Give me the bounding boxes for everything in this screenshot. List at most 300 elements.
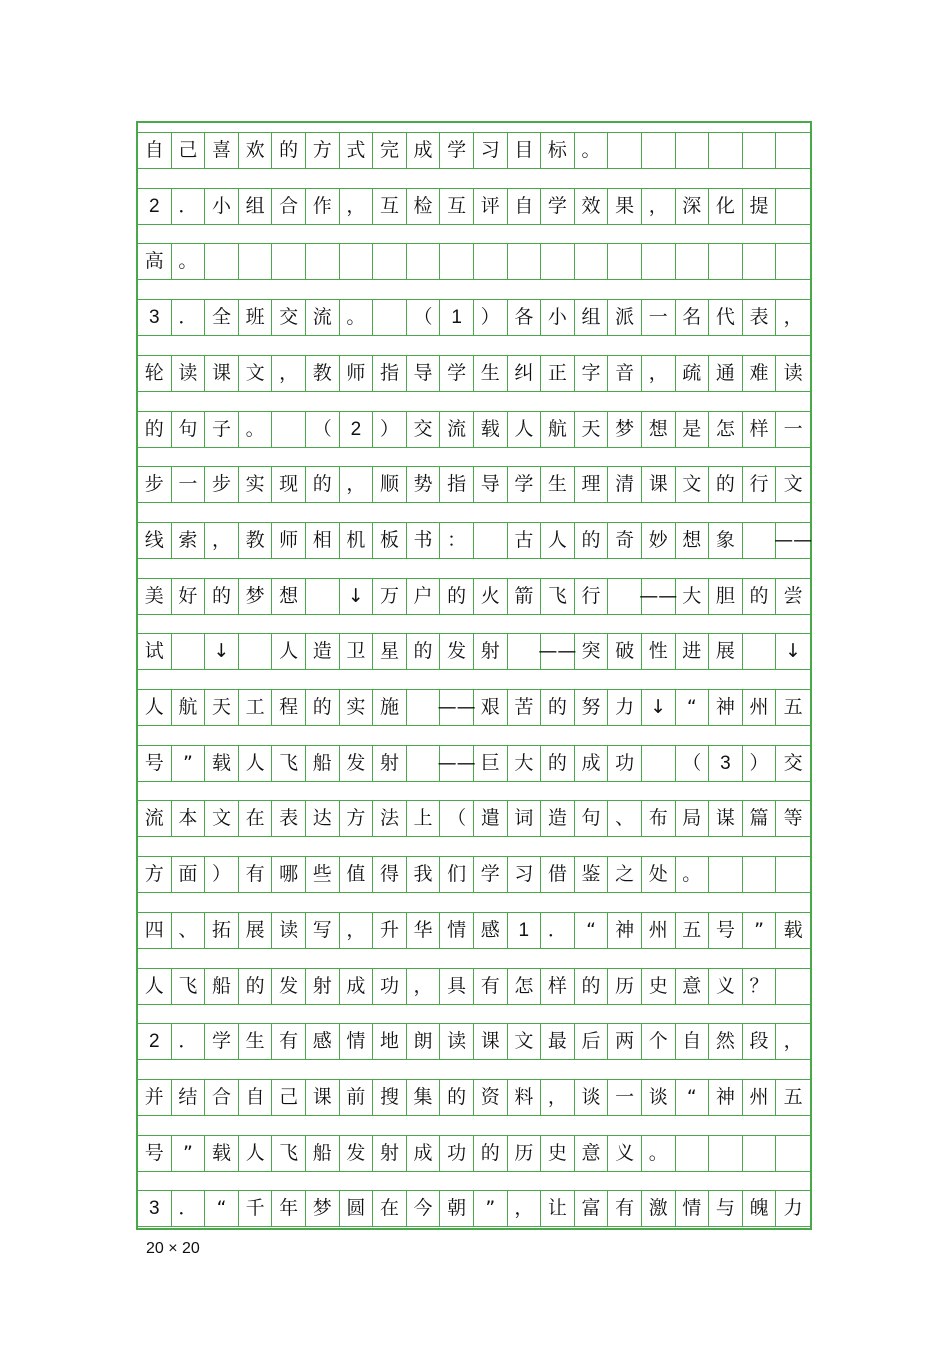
grid-cell: 标 bbox=[541, 133, 575, 168]
grid-cell: 五 bbox=[783, 1085, 803, 1108]
grid-cell: 船 bbox=[306, 746, 340, 781]
grid-cell: 篇 bbox=[743, 801, 777, 836]
grid-cell: 师 bbox=[272, 523, 306, 558]
grid-cell: 等 bbox=[783, 807, 803, 830]
grid-cell: 学 bbox=[440, 356, 474, 391]
grid-cell: 具 bbox=[440, 969, 474, 1004]
grid-cell bbox=[642, 133, 676, 168]
grid-cell: 我 bbox=[407, 857, 441, 892]
grid-cell: 有 bbox=[474, 969, 508, 1004]
grid-cell: 之 bbox=[608, 857, 642, 892]
grid-cell bbox=[642, 244, 676, 279]
grid-cell: 人 bbox=[541, 523, 575, 558]
grid-cell: 各 bbox=[508, 300, 542, 335]
grid-cell: 生 bbox=[541, 467, 575, 502]
grid-row bbox=[138, 1079, 810, 1116]
grid-cell: 、 bbox=[172, 913, 206, 948]
grid-row bbox=[138, 578, 810, 615]
grid-cell: 实 bbox=[239, 467, 273, 502]
grid-cell: 表 bbox=[272, 801, 306, 836]
grid-cell: 表 bbox=[743, 300, 777, 335]
grid-cell: 在 bbox=[373, 1191, 407, 1226]
grid-cell: 航 bbox=[172, 690, 206, 725]
grid-cell: 古 bbox=[508, 523, 542, 558]
grid-cell: 魄 bbox=[743, 1191, 777, 1226]
grid-cell: 教 bbox=[306, 356, 340, 391]
grid-cell: 效 bbox=[575, 189, 609, 224]
grid-cell: ， bbox=[642, 189, 676, 224]
grid-cell: 正 bbox=[541, 356, 575, 391]
grid-row bbox=[138, 243, 810, 280]
grid-cell bbox=[776, 969, 810, 1004]
grid-cell bbox=[373, 244, 407, 279]
grid-cell: 义 bbox=[709, 969, 743, 1004]
grid-cell: 面 bbox=[172, 857, 206, 892]
grid-cell: 有 bbox=[239, 857, 273, 892]
grid-cell: 互 bbox=[440, 189, 474, 224]
grid-cell: “ bbox=[676, 1080, 710, 1115]
grid-cell: 文 bbox=[783, 473, 803, 496]
grid-cell: 自 bbox=[138, 133, 172, 168]
grid-cell bbox=[676, 133, 710, 168]
grid-cell: 发 bbox=[440, 634, 474, 669]
grid-cell: 力 bbox=[783, 1197, 803, 1220]
grid-cell: 历 bbox=[608, 969, 642, 1004]
grid-cell: 星 bbox=[373, 634, 407, 669]
grid-cell bbox=[743, 133, 777, 168]
grid-cell bbox=[272, 412, 306, 447]
grid-cell: 句 bbox=[172, 412, 206, 447]
grid-cell: 段 bbox=[743, 1024, 777, 1059]
grid-cell: 鉴 bbox=[575, 857, 609, 892]
grid-cell: ． bbox=[172, 300, 206, 335]
grid-row bbox=[138, 633, 810, 670]
grid-cell: ， bbox=[205, 523, 239, 558]
grid-cell: ↓ bbox=[785, 640, 802, 663]
grid-cell: 派 bbox=[608, 300, 642, 335]
grid-cell: 行 bbox=[743, 467, 777, 502]
grid-cell: 成 bbox=[340, 969, 374, 1004]
grid-cell: 射 bbox=[474, 634, 508, 669]
grid-cell: 哪 bbox=[272, 857, 306, 892]
grid-cell: 飞 bbox=[172, 969, 206, 1004]
grid-cell: 与 bbox=[709, 1191, 743, 1226]
grid-cell: “ bbox=[205, 1191, 239, 1226]
grid-cell: 船 bbox=[205, 969, 239, 1004]
grid-cell: 。 bbox=[340, 300, 374, 335]
grid-cell: 方 bbox=[340, 801, 374, 836]
grid-cell: 巨 bbox=[474, 746, 508, 781]
grid-cell bbox=[709, 1136, 743, 1171]
grid-cell: 梦 bbox=[608, 412, 642, 447]
grid-cell: 遣 bbox=[474, 801, 508, 836]
grid-cell: 人 bbox=[239, 746, 273, 781]
grid-cell: 载 bbox=[205, 746, 239, 781]
grid-cell: 两 bbox=[608, 1024, 642, 1059]
grid-cell: 进 bbox=[676, 634, 710, 669]
grid-row bbox=[138, 1135, 810, 1172]
grid-cell: 书 bbox=[407, 523, 441, 558]
grid-cell: —— bbox=[440, 746, 474, 781]
grid-cell: 文 bbox=[676, 467, 710, 502]
grid-cell: 是 bbox=[676, 412, 710, 447]
grid-cell: ↓ bbox=[642, 690, 676, 725]
grid-cell: 句 bbox=[575, 801, 609, 836]
grid-cell: 1 bbox=[508, 913, 542, 948]
grid-cell: 教 bbox=[239, 523, 273, 558]
grid-cell: 人 bbox=[138, 690, 172, 725]
grid-cell: 交 bbox=[783, 751, 803, 774]
grid-cell: 州 bbox=[642, 913, 676, 948]
grid-cell: 们 bbox=[440, 857, 474, 892]
grid-cell: 3 bbox=[709, 746, 743, 781]
grid-cell: 号 bbox=[138, 1136, 172, 1171]
grid-cell: 好 bbox=[172, 579, 206, 614]
grid-cell bbox=[272, 244, 306, 279]
grid-cell: 火 bbox=[474, 579, 508, 614]
grid-cell: 的 bbox=[709, 467, 743, 502]
grid-cell: 后 bbox=[575, 1024, 609, 1059]
grid-cell: 2 bbox=[138, 189, 172, 224]
grid-cell: 尝 bbox=[783, 584, 803, 607]
grid-cell: 拓 bbox=[205, 913, 239, 948]
grid-cell bbox=[776, 857, 810, 892]
grid-cell: 史 bbox=[642, 969, 676, 1004]
grid-cell: 导 bbox=[407, 356, 441, 391]
grid-cell bbox=[776, 1136, 810, 1171]
grid-cell: 理 bbox=[575, 467, 609, 502]
grid-cell: 读 bbox=[272, 913, 306, 948]
grid-cell: 样 bbox=[743, 412, 777, 447]
grid-cell: 苦 bbox=[508, 690, 542, 725]
grid-cell: 神 bbox=[608, 913, 642, 948]
grid-cell: 己 bbox=[272, 1080, 306, 1115]
grid-cell bbox=[743, 1136, 777, 1171]
grid-cell: 结 bbox=[172, 1080, 206, 1115]
grid-cell: 最 bbox=[541, 1024, 575, 1059]
grid-cell: 一 bbox=[642, 300, 676, 335]
grid-cell: 师 bbox=[340, 356, 374, 391]
grid-cell: 的 bbox=[575, 523, 609, 558]
grid-cell: 意 bbox=[575, 1136, 609, 1171]
grid-cell: “ bbox=[575, 913, 609, 948]
grid-cell: 现 bbox=[272, 467, 306, 502]
grid-cell: 的 bbox=[407, 634, 441, 669]
grid-row bbox=[138, 856, 810, 893]
grid-cell: ． bbox=[172, 1024, 206, 1059]
grid-cell: 上 bbox=[407, 801, 441, 836]
grid-cell: 疏 bbox=[676, 356, 710, 391]
grid-cell: 一 bbox=[783, 417, 803, 440]
grid-cell: 胆 bbox=[709, 579, 743, 614]
grid-cell: 流 bbox=[440, 412, 474, 447]
grid-cell: 。 bbox=[676, 857, 710, 892]
grid-cell: 人 bbox=[138, 969, 172, 1004]
grid-cell: 布 bbox=[642, 801, 676, 836]
grid-cell: 的 bbox=[541, 690, 575, 725]
grid-cell: 射 bbox=[373, 1136, 407, 1171]
grid-cell: 组 bbox=[575, 300, 609, 335]
grid-cell: 努 bbox=[575, 690, 609, 725]
grid-cell: 造 bbox=[541, 801, 575, 836]
grid-cell: 并 bbox=[138, 1080, 172, 1115]
grid-cell: 华 bbox=[407, 913, 441, 948]
grid-cell: 飞 bbox=[272, 1136, 306, 1171]
grid-cell: 全 bbox=[205, 300, 239, 335]
grid-cell: 的 bbox=[474, 1136, 508, 1171]
grid-cell: 试 bbox=[138, 634, 172, 669]
grid-cell: 的 bbox=[541, 746, 575, 781]
grid-cell bbox=[239, 244, 273, 279]
grid-cell: 天 bbox=[205, 690, 239, 725]
grid-cell: 梦 bbox=[239, 579, 273, 614]
grid-cell: ， bbox=[541, 1080, 575, 1115]
grid-cell: 船 bbox=[306, 1136, 340, 1171]
grid-cell bbox=[676, 1136, 710, 1171]
grid-cell: 载 bbox=[205, 1136, 239, 1171]
grid-cell: 圆 bbox=[340, 1191, 374, 1226]
grid-cell: 成 bbox=[407, 1136, 441, 1171]
grid-cell: 义 bbox=[608, 1136, 642, 1171]
grid-cell: 施 bbox=[373, 690, 407, 725]
grid-cell: ” bbox=[474, 1191, 508, 1226]
grid-cell: 功 bbox=[608, 746, 642, 781]
grid-cell: 怎 bbox=[508, 969, 542, 1004]
grid-cell: 载 bbox=[783, 918, 803, 941]
grid-cell: （ bbox=[440, 801, 474, 836]
grid-cell bbox=[239, 634, 273, 669]
grid-cell: 流 bbox=[306, 300, 340, 335]
grid-cell: 相 bbox=[306, 523, 340, 558]
grid-cell: 文 bbox=[205, 801, 239, 836]
grid-cell: 大 bbox=[508, 746, 542, 781]
grid-cell: 想 bbox=[676, 523, 710, 558]
grid-cell: ， bbox=[272, 356, 306, 391]
grid-cell: 。 bbox=[575, 133, 609, 168]
grid-cell: 方 bbox=[138, 857, 172, 892]
grid-cell: 奇 bbox=[608, 523, 642, 558]
grid-cell: 生 bbox=[474, 356, 508, 391]
grid-cell: ↓ bbox=[205, 634, 239, 669]
grid-cell: 人 bbox=[508, 412, 542, 447]
grid-cell: 指 bbox=[440, 467, 474, 502]
grid-cell: 感 bbox=[306, 1024, 340, 1059]
grid-cell: 实 bbox=[340, 690, 374, 725]
grid-cell: 富 bbox=[575, 1191, 609, 1226]
grid-cell: 五 bbox=[783, 696, 803, 718]
grid-cell: 。 bbox=[239, 412, 273, 447]
grid-cell: 号 bbox=[709, 913, 743, 948]
grid-cell: 成 bbox=[407, 133, 441, 168]
grid-cell: 意 bbox=[676, 969, 710, 1004]
grid-row bbox=[138, 522, 813, 559]
grid-cell: （ bbox=[306, 412, 340, 447]
grid-cell bbox=[743, 857, 777, 892]
grid-cell: 的 bbox=[440, 579, 474, 614]
grid-cell: 班 bbox=[239, 300, 273, 335]
grid-cell: ， bbox=[407, 969, 441, 1004]
grid-cell: 读 bbox=[440, 1024, 474, 1059]
grid-cell: 提 bbox=[743, 189, 777, 224]
grid-cell: 万 bbox=[373, 579, 407, 614]
grid-row bbox=[138, 1190, 810, 1227]
grid-cell: 的 bbox=[306, 690, 340, 725]
grid-cell: ， bbox=[340, 189, 374, 224]
grid-cell: 3 bbox=[138, 300, 172, 335]
grid-cell: 搜 bbox=[373, 1080, 407, 1115]
grid-cell bbox=[306, 579, 340, 614]
grid-cell bbox=[776, 244, 810, 279]
grid-row bbox=[138, 745, 810, 782]
grid-cell bbox=[608, 244, 642, 279]
grid-cell: 自 bbox=[676, 1024, 710, 1059]
grid-cell: 。 bbox=[172, 244, 206, 279]
grid-cell: 怎 bbox=[709, 412, 743, 447]
grid-cell: 程 bbox=[272, 690, 306, 725]
grid-cell: 交 bbox=[407, 412, 441, 447]
grid-cell: 局 bbox=[676, 801, 710, 836]
grid-cell: 地 bbox=[373, 1024, 407, 1059]
grid-cell: 势 bbox=[407, 467, 441, 502]
grid-cell: 行 bbox=[575, 579, 609, 614]
grid-cell: —— bbox=[541, 634, 575, 669]
grid-cell: 情 bbox=[340, 1024, 374, 1059]
grid-cell: 1 bbox=[440, 300, 474, 335]
grid-cell: 索 bbox=[172, 523, 206, 558]
grid-cell: 的 bbox=[440, 1080, 474, 1115]
grid-cell bbox=[676, 244, 710, 279]
grid-cell: ， bbox=[508, 1191, 542, 1226]
grid-cell: 朝 bbox=[440, 1191, 474, 1226]
grid-cell: 深 bbox=[676, 189, 710, 224]
grid-cell: 板 bbox=[373, 523, 407, 558]
grid-cell: （ bbox=[407, 300, 441, 335]
grid-cell: 梦 bbox=[306, 1191, 340, 1226]
grid-cell bbox=[474, 523, 508, 558]
grid-cell: 五 bbox=[676, 913, 710, 948]
grid-cell: 想 bbox=[642, 412, 676, 447]
grid-cell: 象 bbox=[709, 523, 743, 558]
grid-cell: 的 bbox=[306, 467, 340, 502]
grid-cell bbox=[743, 523, 777, 558]
grid-cell: 高 bbox=[138, 244, 172, 279]
grid-cell: 一 bbox=[608, 1080, 642, 1115]
grid-cell bbox=[373, 300, 407, 335]
grid-cell: —— bbox=[774, 528, 813, 551]
grid-cell: 课 bbox=[205, 356, 239, 391]
grid-cell: 流 bbox=[138, 801, 172, 836]
grid-cell: 式 bbox=[340, 133, 374, 168]
grid-cell: ， bbox=[783, 306, 803, 329]
grid-cell: 2 bbox=[340, 412, 374, 447]
grid-cell: 户 bbox=[407, 579, 441, 614]
grid-cell: 己 bbox=[172, 133, 206, 168]
grid-cell: 小 bbox=[205, 189, 239, 224]
grid-cell: 顺 bbox=[373, 467, 407, 502]
grid-cell: 激 bbox=[642, 1191, 676, 1226]
grid-cell: 今 bbox=[407, 1191, 441, 1226]
grid-cell bbox=[508, 244, 542, 279]
grid-cell: 大 bbox=[676, 579, 710, 614]
grid-cell: 习 bbox=[474, 133, 508, 168]
grid-cell: 在 bbox=[239, 801, 273, 836]
grid-cell: 文 bbox=[508, 1024, 542, 1059]
grid-cell: 卫 bbox=[340, 634, 374, 669]
grid-cell: 谈 bbox=[575, 1080, 609, 1115]
grid-cell: 评 bbox=[474, 189, 508, 224]
grid-cell: “ bbox=[676, 690, 710, 725]
grid-cell bbox=[709, 857, 743, 892]
grid-cell: 史 bbox=[541, 1136, 575, 1171]
grid-cell: 一 bbox=[172, 467, 206, 502]
grid-cell: 学 bbox=[508, 467, 542, 502]
manuscript-grid-sheet bbox=[136, 121, 812, 1230]
grid-cell bbox=[642, 746, 676, 781]
grid-cell: 名 bbox=[676, 300, 710, 335]
grid-cell: 力 bbox=[608, 690, 642, 725]
grid-cell: ： bbox=[440, 523, 474, 558]
grid-cell: 欢 bbox=[239, 133, 273, 168]
grid-row bbox=[138, 912, 810, 949]
grid-cell: 值 bbox=[340, 857, 374, 892]
grid-cell: 升 bbox=[373, 913, 407, 948]
grid-cell: 年 bbox=[272, 1191, 306, 1226]
grid-cell: ） bbox=[743, 746, 777, 781]
grid-cell: 写 bbox=[306, 913, 340, 948]
grid-cell: 轮 bbox=[138, 356, 172, 391]
grid-cell: 自 bbox=[239, 1080, 273, 1115]
grid-cell bbox=[340, 244, 374, 279]
grid-cell: 号 bbox=[138, 746, 172, 781]
grid-cell: 集 bbox=[407, 1080, 441, 1115]
grid-row bbox=[138, 466, 810, 503]
grid-cell: —— bbox=[642, 579, 676, 614]
grid-cell: 检 bbox=[407, 189, 441, 224]
grid-cell: 学 bbox=[541, 189, 575, 224]
grid-cell: 得 bbox=[373, 857, 407, 892]
grid-cell: 。 bbox=[642, 1136, 676, 1171]
grid-cell: 习 bbox=[508, 857, 542, 892]
grid-cell: 天 bbox=[575, 412, 609, 447]
grid-cell: 谈 bbox=[642, 1080, 676, 1115]
grid-cell: 组 bbox=[239, 189, 273, 224]
grid-cell: 突 bbox=[575, 634, 609, 669]
grid-cell: 生 bbox=[239, 1024, 273, 1059]
grid-cell: 读 bbox=[783, 361, 803, 384]
grid-cell: 朗 bbox=[407, 1024, 441, 1059]
grid-cell: 完 bbox=[373, 133, 407, 168]
grid-cell: 神 bbox=[709, 1080, 743, 1115]
grid-row bbox=[138, 968, 810, 1005]
grid-cell bbox=[709, 244, 743, 279]
grid-cell bbox=[776, 133, 810, 168]
grid-cell: 化 bbox=[709, 189, 743, 224]
grid-cell: ？ bbox=[743, 969, 777, 1004]
grid-cell: 机 bbox=[340, 523, 374, 558]
grid-cell: 方 bbox=[306, 133, 340, 168]
grid-cell: 千 bbox=[239, 1191, 273, 1226]
grid-cell: 有 bbox=[608, 1191, 642, 1226]
grid-cell: 功 bbox=[373, 969, 407, 1004]
grid-cell: ． bbox=[172, 189, 206, 224]
grid-cell: 箭 bbox=[508, 579, 542, 614]
grid-cell: 通 bbox=[709, 356, 743, 391]
grid-cell: 人 bbox=[272, 634, 306, 669]
grid-cell: 艰 bbox=[474, 690, 508, 725]
grid-cell: 展 bbox=[709, 634, 743, 669]
grid-cell: 人 bbox=[239, 1136, 273, 1171]
grid-cell: 喜 bbox=[205, 133, 239, 168]
